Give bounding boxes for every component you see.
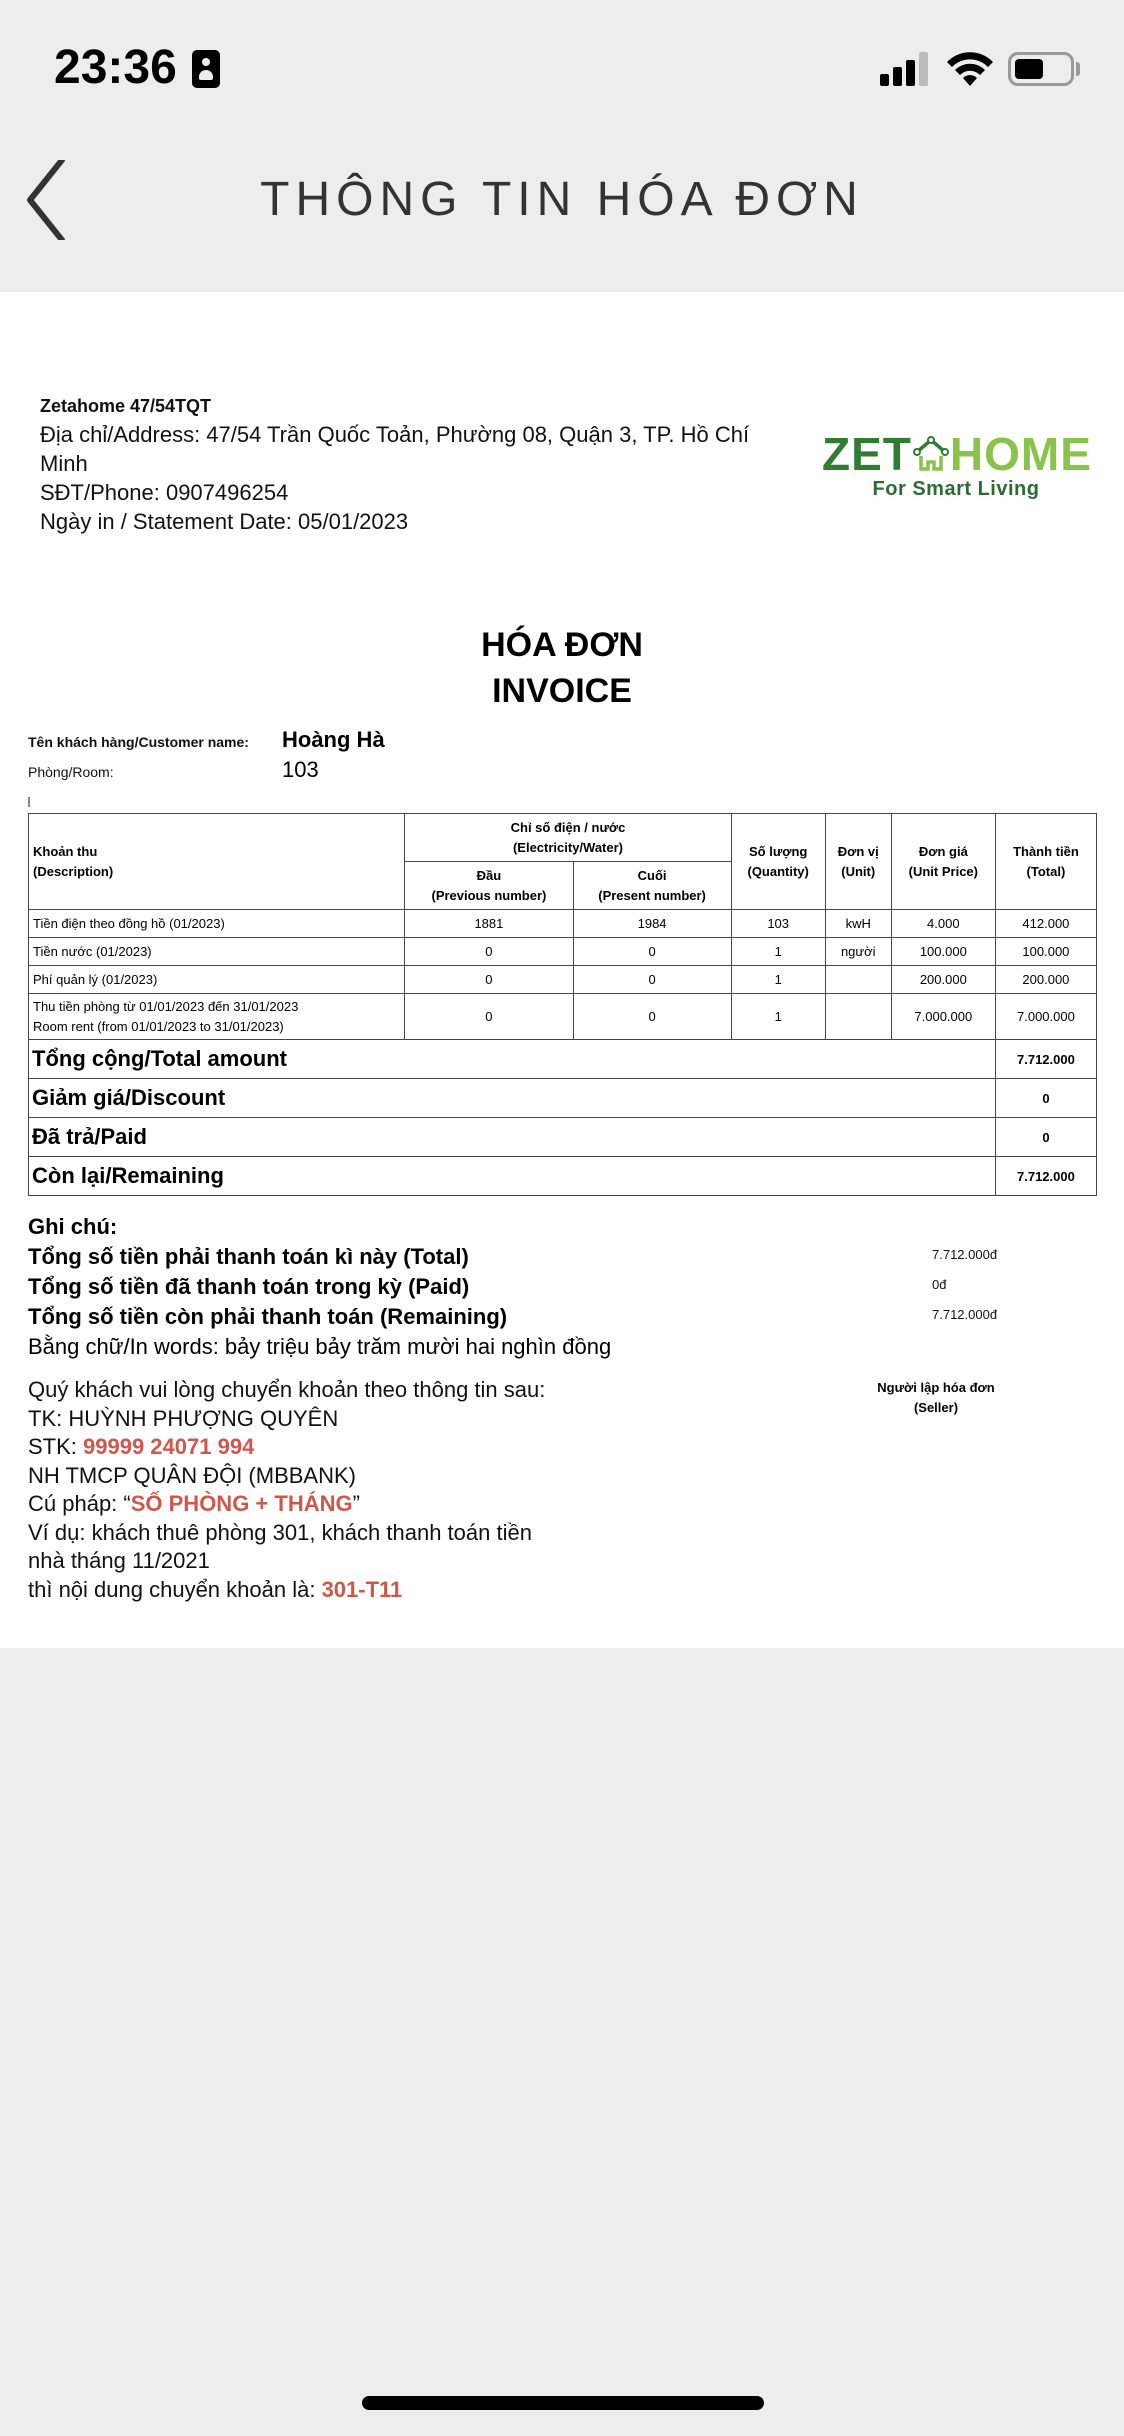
summary-label: Tổng cộng/Total amount [29,1040,996,1079]
summary-label: Còn lại/Remaining [29,1157,996,1196]
cell-unit [825,966,891,994]
payment-instructions [28,1376,728,1604]
header-unit-price: Đơn giá (Unit Price) [891,814,995,910]
header-present: Cuối (Present number) [573,862,731,910]
logo-tagline: For Smart Living [872,478,1040,500]
nav-bar [0,140,1124,292]
house-icon [913,436,949,472]
summary-row-remaining [29,1157,1097,1196]
notes-section [28,1212,728,1362]
contact-card-icon [192,50,220,88]
status-bar [0,0,1124,140]
invoice-title-en: INVOICE [492,672,632,710]
customer-name: Hoàng Hà [282,727,385,752]
example-line-1: Ví dụ: khách thuê phòng 301, khách thanh toán tiền [28,1519,532,1545]
zetahome-logo [822,430,1090,501]
cell-description: Phí quản lý (01/2023) [29,966,405,994]
table-row [29,910,1097,938]
cell-quantity: 1 [731,938,825,966]
wifi-icon [946,50,994,88]
battery-level [1015,59,1043,79]
company-name: Zetahome 47/54TQT [40,396,212,416]
cell-total: 412.000 [995,910,1096,938]
notes-amounts [932,1240,997,1330]
cell-previous: 0 [405,966,573,994]
cell-quantity: 103 [731,910,825,938]
cell-description: Thu tiền phòng từ 01/01/2023 đến 31/01/2023 Room rent (from 01/01/2023 to 31/01/2023) [29,994,405,1040]
cell-present: 0 [573,966,731,994]
example-line-2: nhà tháng 11/2021 [28,1548,210,1573]
table-row [29,966,1097,994]
summary-label: Giảm giá/Discount [29,1079,996,1118]
account-name: TK: HUỲNH PHƯỢNG QUYÊN [28,1405,339,1431]
cell-total: 7.000.000 [995,994,1096,1040]
cell-unit-price: 7.000.000 [891,994,995,1040]
company-phone: SĐT/Phone: 0907496254 [40,480,289,505]
summary-value: 0 [995,1118,1096,1157]
notes-paid-label: Tổng số tiền đã thanh toán trong kỳ (Paid) [28,1274,470,1299]
room-number: 103 [282,757,319,782]
summary-value: 0 [995,1079,1096,1118]
account-number: 99999 24071 994 [83,1434,255,1459]
customer-name-label: Tên khách hàng/Customer name: [28,734,249,750]
summary-value: 7.712.000 [995,1040,1096,1079]
header-quantity: Số lượng (Quantity) [731,814,825,910]
summary-value: 7.712.000 [995,1157,1096,1196]
logo-text-home: HOME [949,428,1092,480]
notes-total-label: Tổng số tiền phải thanh toán kì này (Total) [28,1244,469,1269]
logo-text-zet: ZET [822,428,912,480]
notes-paid-value: 0đ [932,1277,947,1292]
company-info [40,392,780,536]
amount-in-words: Bằng chữ/In words: bảy triệu bảy trăm mười hai nghìn đồng [28,1334,612,1359]
table-row [29,938,1097,966]
payment-intro: Quý khách vui lòng chuyển khoản theo thông tin sau: [28,1377,546,1402]
header-unit: Đơn vị (Unit) [825,814,891,910]
summary-row-total [29,1040,1097,1079]
home-indicator[interactable] [362,2396,764,2410]
cell-unit-price: 4.000 [891,910,995,938]
header-meter-group: Chỉ số điện / nước (Electricity/Water) [405,814,731,862]
cell-present: 0 [573,994,731,1040]
cell-unit: người [825,938,891,966]
cell-unit [825,994,891,1040]
seller-signature [836,1378,1036,1418]
summary-row-discount [29,1079,1097,1118]
cell-unit: kwH [825,910,891,938]
cell-quantity: 1 [731,966,825,994]
notes-heading: Ghi chú: [28,1214,118,1239]
seller-label-en: (Seller) [913,1400,959,1415]
status-time: 23:36 [54,41,177,94]
battery-cap [1076,62,1080,76]
invoice-document [0,292,1124,1648]
header-previous: Đầu (Previous number) [405,862,573,910]
cell-quantity: 1 [731,994,825,1040]
cell-previous: 1881 [405,910,573,938]
cell-previous: 0 [405,994,573,1040]
stray-mark [28,797,30,807]
header-description: Khoản thu (Description) [29,814,405,910]
account-number-line: STK: 99999 24071 994 [28,1434,255,1459]
cellular-signal-icon [880,52,932,86]
invoice-title [0,622,1124,714]
page-title: THÔNG TIN HÓA ĐƠN [260,173,864,226]
invoice-table [28,813,1097,1196]
seller-label-vi: Người lập hóa đơn [877,1380,995,1395]
room-label: Phòng/Room: [28,764,114,780]
cell-present: 0 [573,938,731,966]
invoice-title-vi: HÓA ĐƠN [481,626,643,664]
transfer-syntax: SỐ PHÒNG + THÁNG [130,1491,353,1516]
cell-unit-price: 200.000 [891,966,995,994]
cell-description: Tiền nước (01/2023) [29,938,405,966]
cell-description: Tiền điện theo đồng hồ (01/2023) [29,910,405,938]
cell-previous: 0 [405,938,573,966]
notes-remaining-value: 7.712.000đ [932,1307,998,1322]
statement-date: Ngày in / Statement Date: 05/01/2023 [40,509,409,534]
customer-info [28,727,728,787]
cell-present: 1984 [573,910,731,938]
header-total: Thành tiền (Total) [995,814,1096,910]
cell-total: 100.000 [995,938,1096,966]
summary-label: Đã trả/Paid [29,1118,996,1157]
summary-row-paid [29,1118,1097,1157]
syntax-line: Cú pháp: “SỐ PHÒNG + THÁNG” [28,1491,360,1516]
table-row [29,994,1097,1040]
company-address: Địa chỉ/Address: 47/54 Trần Quốc Toản, Phường 08, Quận 3, TP. Hồ Chí Minh [40,422,750,476]
notes-remaining-label: Tổng số tiền còn phải thanh toán (Remaining) [28,1304,508,1329]
bank-name: NH TMCP QUÂN ĐỘI (MBBANK) [28,1462,356,1488]
example-line-3: thì nội dung chuyển khoản là: 301-T11 [28,1576,403,1602]
example-code: 301-T11 [321,1576,403,1602]
cell-unit-price: 100.000 [891,938,995,966]
cell-total: 200.000 [995,966,1096,994]
battery-icon [1008,52,1074,86]
notes-total-value: 7.712.000đ [932,1247,998,1262]
